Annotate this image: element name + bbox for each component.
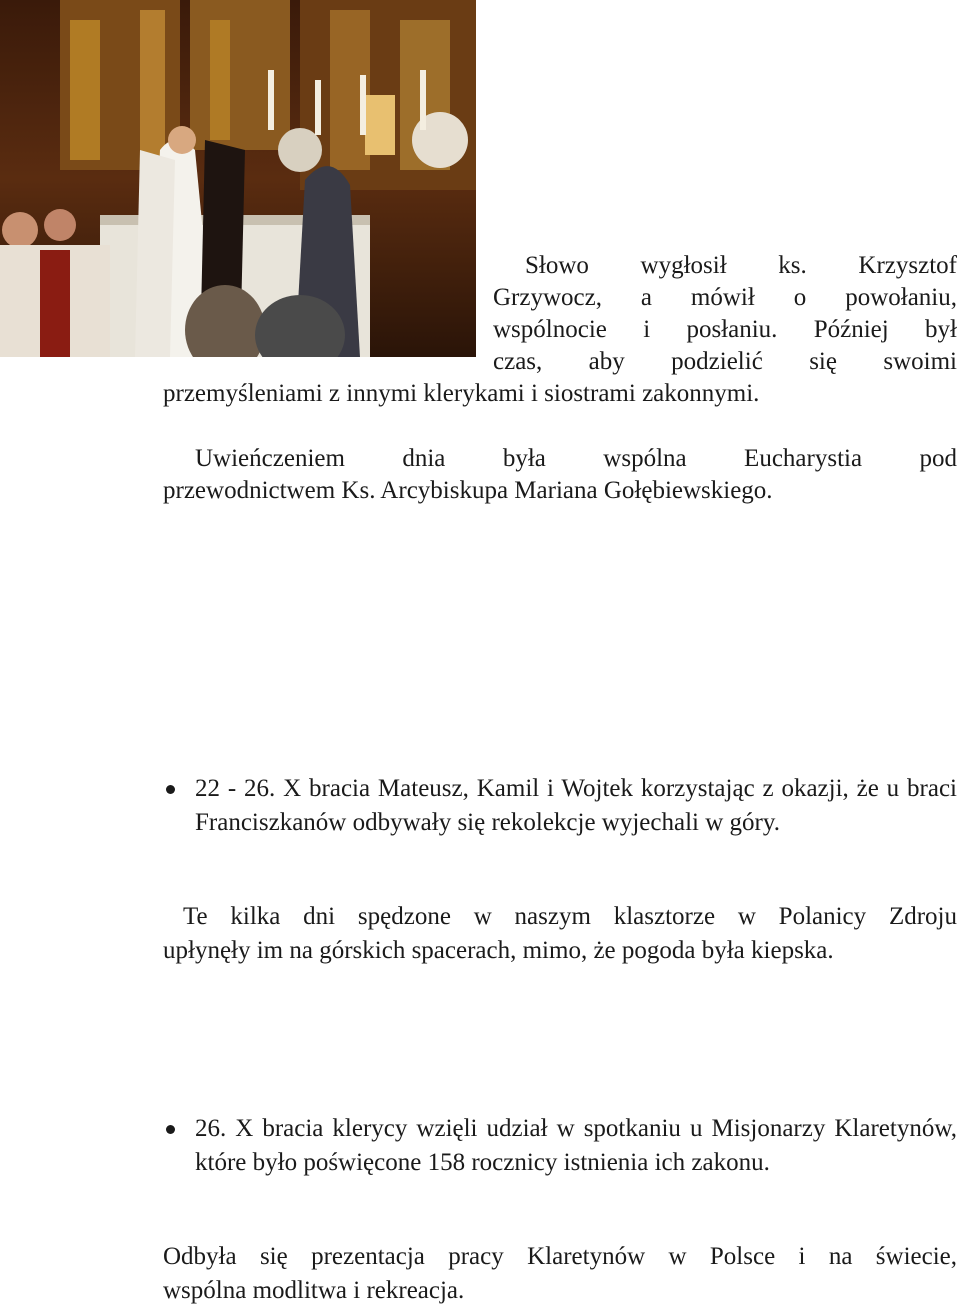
paragraph2-line2: przewodnictwem Ks. Arcybiskupa Mariana Gołębiewskiego. — [163, 477, 773, 504]
paragraph1-line1: Słowo wygłosił ks. Krzysztof — [525, 252, 957, 279]
paragraph-eucharist — [163, 443, 957, 507]
paragraph1-line4: czas, aby podzielić się swoimi — [493, 348, 957, 375]
paragraph-mountains — [163, 900, 957, 968]
paragraph4-line1: Odbyła się prezentacja pracy Klaretynów w Polsce i na świecie, — [163, 1243, 957, 1270]
paragraph1-line3: wspólnocie i posłaniu. Później był — [493, 316, 957, 343]
bullet1-text: 22 - 26. X bracia Mateusz, Kamil i Wojtek korzystając z okazji, że u braci Franciszkanów odbywały się rekolekcje wyjechali w góry. — [195, 775, 957, 836]
paragraph2-line1: Uwieńczeniem dnia była wspólna Eucharystia pod — [195, 445, 957, 472]
paragraph3-line1: Te kilka dni spędzone w naszym klasztorze w Polanicy Zdroju — [183, 903, 957, 930]
paragraph3-line2: upłynęły im na górskich spacerach, mimo, że pogoda była kiepska. — [163, 937, 834, 964]
paragraph-sermon — [163, 250, 957, 410]
bullet2-text: 26. X bracia klerycy wzięli udział w spotkaniu u Misjonarzy Klaretynów, które było poświęcone 158 rocznicy istnienia ich zakonu. — [195, 1115, 957, 1176]
paragraph1-line5: przemyśleniami z innymi klerykami i siostrami zakonnymi. — [163, 380, 760, 407]
paragraph4-line2: wspólna modlitwa i rekreacja. — [163, 1277, 465, 1304]
paragraph-presentation — [163, 1240, 957, 1308]
bullet-icon — [166, 1125, 175, 1134]
bullet-icon — [166, 785, 175, 794]
paragraph1-line2: Grzywocz, a mówił o powołaniu, — [493, 284, 957, 311]
